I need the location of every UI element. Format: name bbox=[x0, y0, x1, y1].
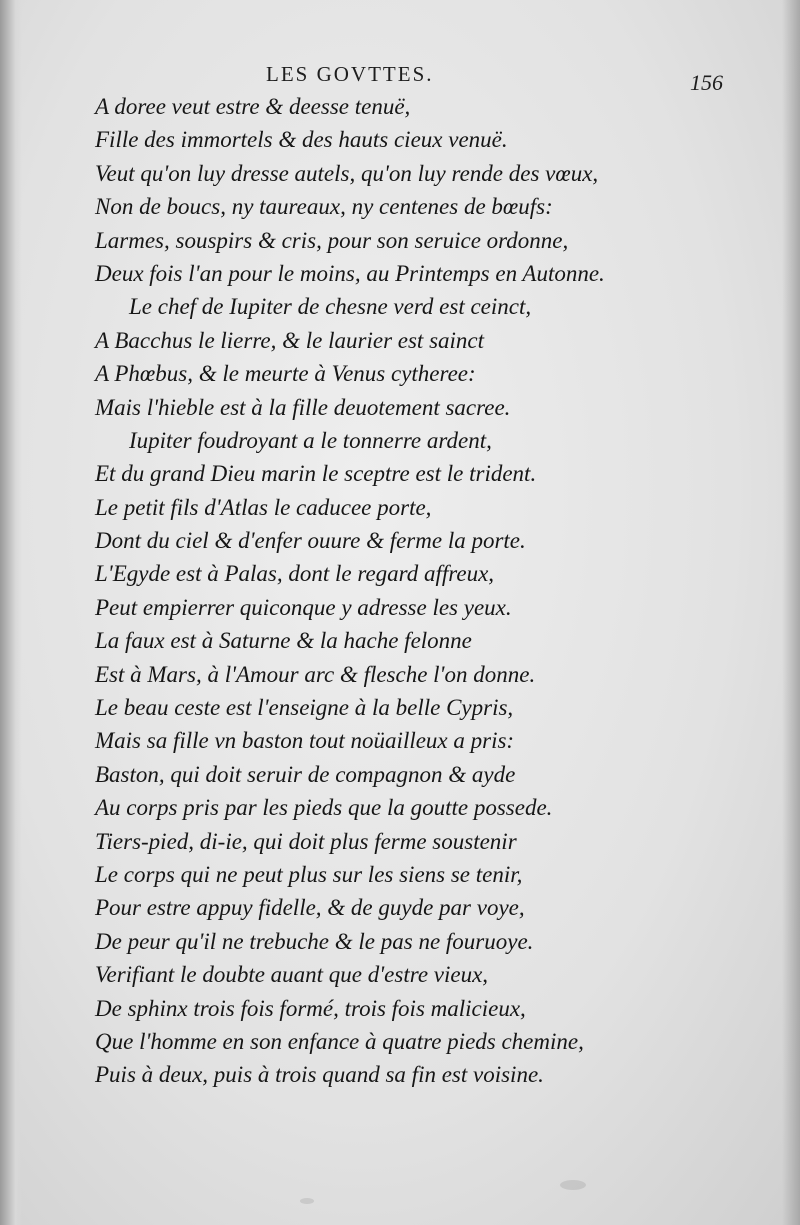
page-number: 156 bbox=[690, 70, 723, 95]
verse-line: Iupiter foudroyant a le tonnerre ardent, bbox=[129, 427, 492, 453]
verse-line: Est à Mars, à l'Amour arc & flesche l'on donne. bbox=[95, 661, 536, 687]
verse-line: Et du grand Dieu marin le sceptre est le trident. bbox=[95, 461, 537, 487]
verse-line: Deux fois l'an pour le moins, au Printemps en Autonne. bbox=[95, 260, 605, 286]
verse-line: Verifiant le doubte auant que d'estre vieux, bbox=[95, 962, 489, 988]
page-edge-shadow bbox=[782, 0, 800, 1225]
verse-line: A Bacchus le lierre, & le laurier est sainct bbox=[95, 327, 485, 353]
verse-line: Non de boucs, ny taureaux, ny centenes de bœufs: bbox=[95, 194, 553, 220]
verse-line: Mais l'hieble est à la fille deuotement sacree. bbox=[95, 394, 511, 420]
verse-line: La faux est à Saturne & la hache felonne bbox=[95, 628, 472, 654]
ink-spot bbox=[560, 1180, 586, 1190]
ink-spot bbox=[300, 1198, 314, 1204]
verse-line: Le petit fils d'Atlas le caducee porte, bbox=[95, 494, 432, 520]
running-head: LES GOVTTES. bbox=[266, 62, 434, 86]
verse-line: Puis à deux, puis à trois quand sa fin est voisine. bbox=[95, 1062, 544, 1088]
verse-line: Le beau ceste est l'enseigne à la belle Cypris, bbox=[95, 695, 514, 721]
verse-line: L'Egyde est à Palas, dont le regard affreux, bbox=[95, 561, 495, 587]
verse-line: Au corps pris par les pieds que la goutte possede. bbox=[95, 795, 553, 821]
verse-line: De sphinx trois fois formé, trois fois malicieux, bbox=[95, 995, 526, 1021]
verse-line: A Phœbus, & le meurte à Venus cytheree: bbox=[95, 361, 476, 387]
verse-line: Le chef de Iupiter de chesne verd est ceinct, bbox=[129, 294, 532, 320]
verse-line: Que l'homme en son enfance à quatre pieds chemine, bbox=[95, 1028, 584, 1054]
verse-line: Tiers-pied, di-ie, qui doit plus ferme soustenir bbox=[95, 828, 517, 854]
verse-line: Peut empierrer quiconque y adresse les yeux. bbox=[95, 594, 512, 620]
page-gutter-shadow bbox=[0, 0, 22, 1225]
verse-line: Le corps qui ne peut plus sur les siens se tenir, bbox=[95, 861, 523, 887]
verse-line: A doree veut estre & deesse tenuë, bbox=[95, 94, 411, 119]
verse-line: Fille des immortels & des hauts cieux venuë. bbox=[95, 127, 508, 153]
verse-line: Larmes, souspirs & cris, pour son seruice ordonne, bbox=[95, 227, 569, 253]
verse-line: Baston, qui doit seruir de compagnon & ayde bbox=[95, 761, 516, 787]
verse-line: Veut qu'on luy dresse autels, qu'on luy rende des vœux, bbox=[95, 160, 599, 186]
verse-line: De peur qu'il ne trebuche & le pas ne fouruoye. bbox=[95, 928, 534, 954]
verse-line: Dont du ciel & d'enfer ouure & ferme la porte. bbox=[95, 528, 526, 554]
verse-text bbox=[95, 90, 725, 1092]
verse-line: Mais sa fille vn baston tout noüailleux a pris: bbox=[95, 728, 515, 754]
verse-line: Pour estre appuy fidelle, & de guyde par voye, bbox=[95, 895, 525, 921]
